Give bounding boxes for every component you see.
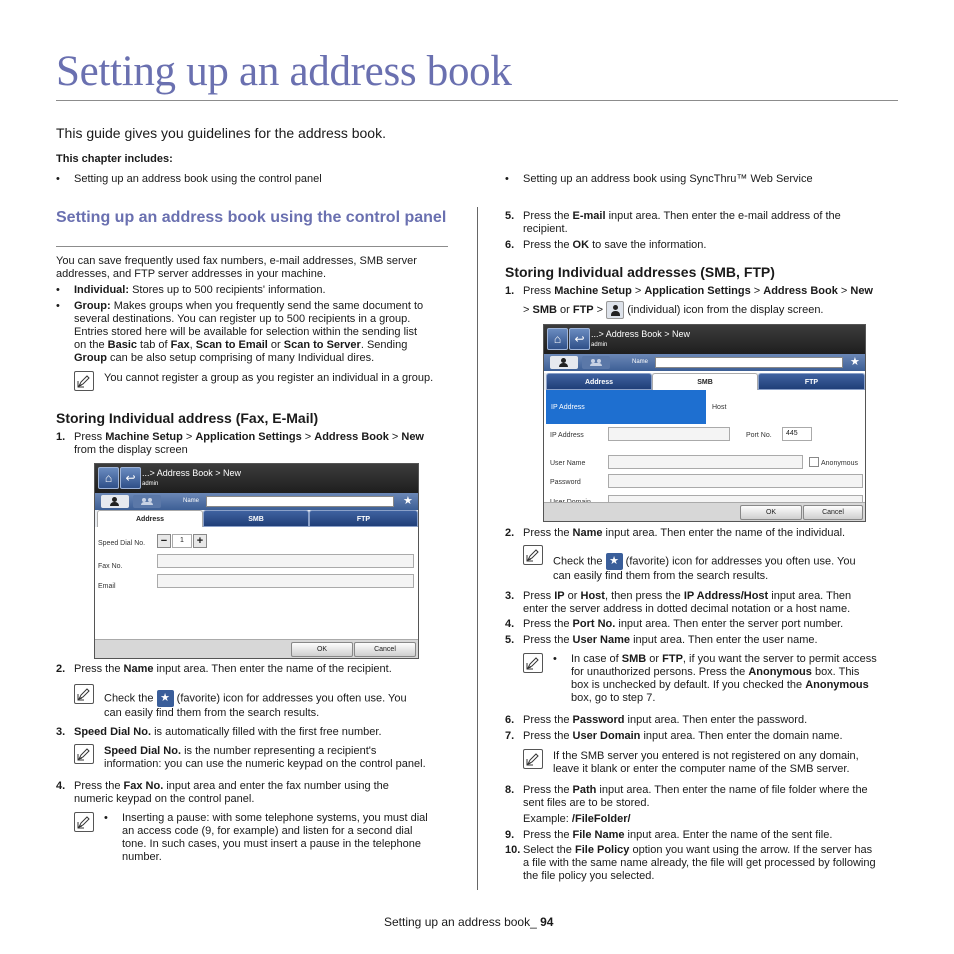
name-label: Name bbox=[183, 498, 200, 504]
note-icon bbox=[74, 684, 94, 704]
chapter-label: This chapter includes: bbox=[56, 153, 173, 165]
ip-address-option[interactable]: IP Address bbox=[546, 390, 706, 424]
tab-ftp[interactable]: FTP bbox=[758, 373, 865, 390]
host-option[interactable]: Host bbox=[712, 404, 727, 411]
section-heading: Setting up an address book using the control panel bbox=[56, 209, 447, 226]
page-title: Setting up an address book bbox=[56, 48, 512, 95]
fax-label: Fax No. bbox=[98, 563, 123, 570]
password-input[interactable] bbox=[608, 474, 863, 488]
panel-name-row bbox=[95, 493, 418, 510]
ok-button[interactable]: OK bbox=[291, 642, 353, 657]
section-divider bbox=[56, 246, 448, 247]
address-book-panel-individual bbox=[94, 463, 419, 659]
step-continuation: > SMB or FTP > (individual) icon from the display screen. bbox=[523, 300, 913, 320]
name-input[interactable] bbox=[206, 496, 394, 507]
note-text: Check the ★ (favorite) icon for addresses you often use. You can easily find them from the search results. bbox=[553, 555, 856, 582]
favorite-star-icon[interactable]: ★ bbox=[403, 495, 413, 507]
anonymous-checkbox[interactable] bbox=[809, 457, 819, 467]
speed-dial-value[interactable]: 1 bbox=[172, 534, 192, 548]
port-label: Port No. bbox=[746, 432, 772, 439]
speed-dial-plus-button[interactable]: + bbox=[193, 534, 207, 548]
note-icon bbox=[523, 749, 543, 769]
panel-top-bar bbox=[95, 464, 418, 493]
anonymous-label: Anonymous bbox=[821, 460, 858, 467]
note-text: You cannot register a group as you register an individual in a group. bbox=[104, 372, 434, 384]
panel-title: ...> Address Book > New bbox=[591, 329, 691, 339]
tab-address[interactable]: Address bbox=[546, 373, 652, 390]
cancel-button[interactable]: Cancel bbox=[354, 642, 416, 657]
tab-smb[interactable]: SMB bbox=[203, 510, 309, 527]
panel-tabs bbox=[95, 510, 418, 527]
panel-user: admin bbox=[591, 342, 608, 348]
individual-icon[interactable] bbox=[550, 356, 578, 369]
note-text: If the SMB server you entered is not registered on any domain, leave it blank or enter the computer name of the SMB server. bbox=[553, 750, 859, 775]
panel-tabs bbox=[544, 373, 865, 390]
ip-address-input[interactable] bbox=[608, 427, 730, 441]
column-divider bbox=[477, 207, 478, 890]
ip-address-label: IP Address bbox=[550, 432, 584, 439]
name-label: Name bbox=[632, 359, 649, 365]
home-icon[interactable]: ⌂ bbox=[547, 328, 568, 350]
note-text: Speed Dial No. is the number representing a recipient's information: you can use the numeric keypad on the control panel. bbox=[104, 745, 426, 770]
panel-user: admin bbox=[142, 481, 159, 487]
cancel-button[interactable]: Cancel bbox=[803, 505, 863, 520]
subsection-heading: Storing Individual addresses (SMB, FTP) bbox=[505, 264, 775, 280]
tab-smb[interactable]: SMB bbox=[652, 373, 758, 390]
home-icon[interactable]: ⌂ bbox=[98, 467, 119, 489]
favorite-star-icon[interactable]: ★ bbox=[850, 356, 860, 368]
note-icon bbox=[523, 545, 543, 565]
bullet-dot: • bbox=[505, 173, 509, 185]
email-label: Email bbox=[98, 583, 116, 590]
subsection-heading: Storing Individual address (Fax, E-Mail) bbox=[56, 410, 319, 426]
bullet-dot: • bbox=[56, 173, 60, 185]
section-intro: You can save frequently used fax numbers, e-mail addresses, SMB server addresses, and FTP server addresses in your machine. bbox=[56, 255, 417, 280]
example-text: Example: /FileFolder/ bbox=[523, 813, 631, 825]
group-icon[interactable] bbox=[133, 495, 161, 508]
ok-button[interactable]: OK bbox=[740, 505, 802, 520]
name-input[interactable] bbox=[655, 357, 843, 368]
tab-ftp[interactable]: FTP bbox=[309, 510, 418, 527]
password-label: Password bbox=[550, 479, 581, 486]
user-name-label: User Name bbox=[550, 460, 586, 467]
tab-address[interactable]: Address bbox=[97, 510, 203, 527]
back-icon[interactable]: ↩ bbox=[120, 467, 141, 489]
chapter-item-text[interactable]: Setting up an address book using SyncThru™ Web Service bbox=[523, 173, 813, 185]
panel-title: ...> Address Book > New bbox=[142, 468, 242, 478]
note-icon bbox=[74, 371, 94, 391]
panel-bottom-bar bbox=[544, 502, 865, 521]
favorite-star-icon: ★ bbox=[606, 553, 623, 570]
speed-dial-minus-button[interactable]: − bbox=[157, 534, 171, 548]
email-input[interactable] bbox=[157, 574, 414, 588]
panel-top-bar bbox=[544, 325, 865, 354]
note-icon bbox=[523, 653, 543, 673]
individual-icon[interactable] bbox=[101, 495, 129, 508]
page-footer: Setting up an address book_ 94 bbox=[384, 915, 554, 929]
user-name-input[interactable] bbox=[608, 455, 803, 469]
back-icon[interactable]: ↩ bbox=[569, 328, 590, 350]
title-divider bbox=[56, 100, 898, 101]
speed-dial-label: Speed Dial No. bbox=[98, 540, 146, 547]
note-icon bbox=[74, 744, 94, 764]
note-icon bbox=[74, 812, 94, 832]
panel-bottom-bar bbox=[95, 639, 418, 658]
group-icon[interactable] bbox=[582, 356, 610, 369]
page-number: 94 bbox=[540, 915, 554, 929]
intro-text: This guide gives you guidelines for the address book. bbox=[56, 125, 386, 141]
chapter-item-text[interactable]: Setting up an address book using the control panel bbox=[74, 173, 322, 185]
individual-icon bbox=[606, 301, 624, 319]
port-input[interactable]: 445 bbox=[782, 427, 812, 441]
fax-input[interactable] bbox=[157, 554, 414, 568]
note-text: Check the ★ (favorite) icon for addresses you often use. You can easily find them from the search results. bbox=[104, 692, 407, 719]
favorite-star-icon: ★ bbox=[157, 690, 174, 707]
panel-name-row bbox=[544, 354, 865, 371]
address-book-panel-smb bbox=[543, 324, 866, 522]
